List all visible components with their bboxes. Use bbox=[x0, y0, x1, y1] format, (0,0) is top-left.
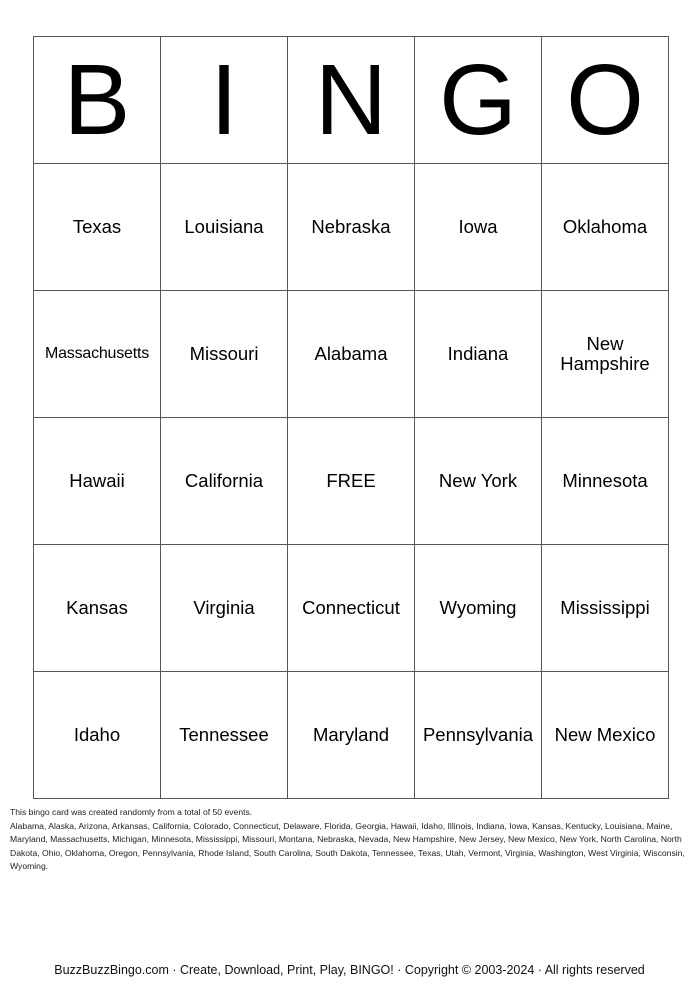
bingo-cell: Pennsylvania bbox=[415, 672, 542, 799]
notes-event-list: Alabama, Alaska, Arizona, Arkansas, California, Colorado, Connecticut, Delaware, Florida, Georgia, Hawaii, Idaho, Illinois, Indiana, Iowa, Kansas, Kentucky, Louisiana, Maine, Maryland, Massachusetts, Michigan, Minnesota, Mississippi, Missouri, Montana, Nebraska, Nevada, New Hampshire, New Jersey, New Mexico, New York, North Carolina, North Dakota, Ohio, Oklahoma, Oregon, Pennsylvania, Rhode Island, South Carolina, South Dakota, Tennessee, Texas, Utah, Vermont, Virginia, Washington, West Virginia, Wisconsin, Wyoming. bbox=[10, 820, 685, 872]
bingo-row bbox=[34, 545, 669, 672]
bingo-cell: Idaho bbox=[34, 672, 161, 799]
bingo-header-row bbox=[34, 37, 669, 164]
header-letter-i: I bbox=[161, 37, 288, 164]
bingo-row bbox=[34, 672, 669, 799]
bingo-cell: Iowa bbox=[415, 164, 542, 291]
bingo-cell: Wyoming bbox=[415, 545, 542, 672]
page-footer: BuzzBuzzBingo.com · Create, Download, Print, Play, BINGO! · Copyright © 2003-2024 · All rights reserved bbox=[54, 963, 645, 977]
bingo-row bbox=[34, 164, 669, 291]
bingo-cell: Louisiana bbox=[161, 164, 288, 291]
bingo-cell: Connecticut bbox=[288, 545, 415, 672]
bingo-cell: Mississippi bbox=[542, 545, 669, 672]
bingo-cell: New Hampshire bbox=[542, 291, 669, 418]
header-letter-n: N bbox=[288, 37, 415, 164]
header-letter-o: O bbox=[542, 37, 669, 164]
bingo-cell: California bbox=[161, 418, 288, 545]
bingo-cell: New Mexico bbox=[542, 672, 669, 799]
bingo-cell: Nebraska bbox=[288, 164, 415, 291]
bingo-cell: Kansas bbox=[34, 545, 161, 672]
bingo-row bbox=[34, 291, 669, 418]
bingo-cell: Massachusetts bbox=[34, 291, 161, 418]
bingo-cell: Minnesota bbox=[542, 418, 669, 545]
bingo-cell: Indiana bbox=[415, 291, 542, 418]
header-letter-b: B bbox=[34, 37, 161, 164]
bingo-cell: Missouri bbox=[161, 291, 288, 418]
header-letter-g: G bbox=[415, 37, 542, 164]
bingo-cell: Tennessee bbox=[161, 672, 288, 799]
card-notes bbox=[10, 806, 694, 874]
bingo-cell: Oklahoma bbox=[542, 164, 669, 291]
bingo-row bbox=[34, 418, 669, 545]
bingo-card bbox=[33, 36, 669, 799]
bingo-cell: Maryland bbox=[288, 672, 415, 799]
free-space-cell: FREE bbox=[288, 418, 415, 545]
bingo-cell: Virginia bbox=[161, 545, 288, 672]
bingo-cell: Alabama bbox=[288, 291, 415, 418]
notes-intro: This bingo card was created randomly from a total of 50 events. bbox=[10, 807, 253, 817]
bingo-cell: Hawaii bbox=[34, 418, 161, 545]
bingo-cell: Texas bbox=[34, 164, 161, 291]
bingo-cell: New York bbox=[415, 418, 542, 545]
